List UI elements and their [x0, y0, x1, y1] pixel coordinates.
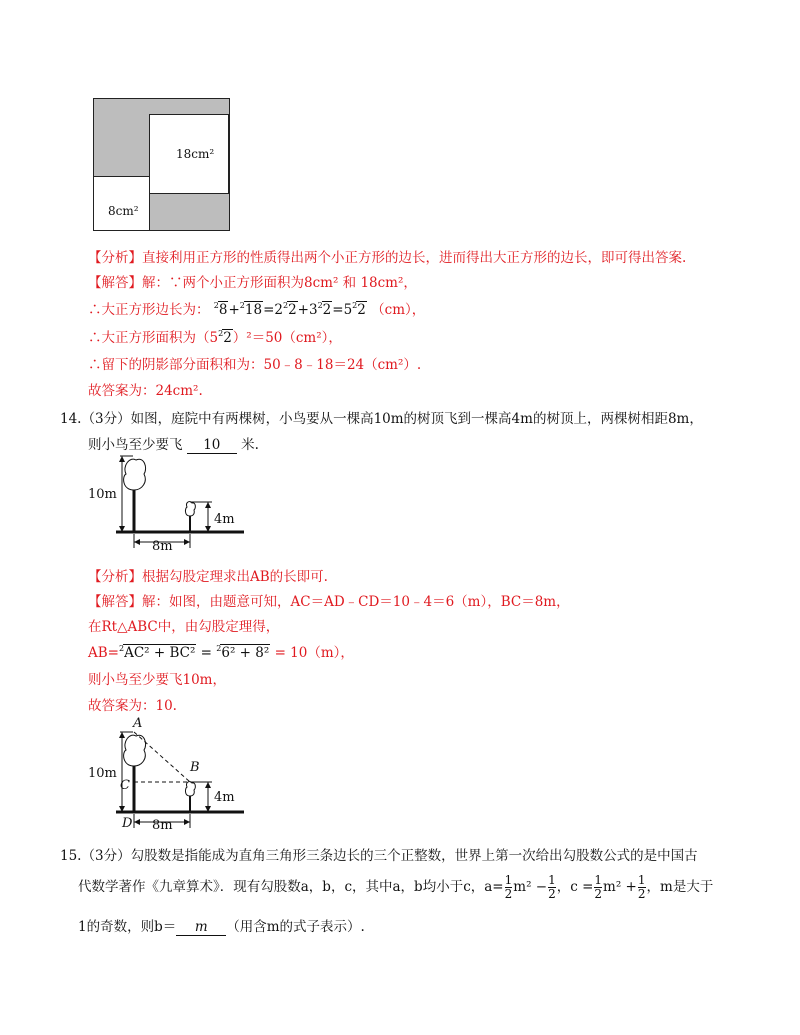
q14-fig2-label-tall: 10m: [88, 766, 117, 781]
small-square-label: 8cm²: [108, 204, 139, 218]
point-label-a: A: [133, 716, 143, 731]
q14-answer-blank: 10: [187, 437, 237, 454]
point-label-c: C: [120, 778, 130, 793]
point-label-d: D: [122, 816, 133, 831]
q15-stem-line3: 1的奇数，则b＝ m （用含m的式子表示）.: [78, 919, 365, 935]
fraction-half: $\frac{1}{2}$: [504, 873, 513, 901]
fraction-half: $\frac{1}{2}$: [637, 873, 646, 901]
q14-answer-line4: 则小鸟至少要飞10m，: [88, 672, 226, 688]
q13-answer-line4: ∴留下的阴影部分面积和为：50﹣8﹣18＝24（cm²）.: [88, 357, 422, 373]
q14-stem-line1: 14.（3分）如图，庭院中有两棵树，小鸟要从一棵高10m的树顶飞到一棵高4m的树顶上，两棵树相距8m，: [60, 411, 703, 427]
q14-answer-line2: 在Rt△ABC中，由勾股定理得，: [88, 619, 280, 635]
q13-answer-line2: ∴大正方形边长为： $^28+^218=2^22+3^22=5^22$ （cm），: [88, 301, 426, 318]
q14-answer-line1: 【解答】解：如图，由题意可知，AC＝AD﹣CD＝10﹣4＝6（m），BC＝8m，: [88, 594, 570, 610]
q14-fig-label-tall: 10m: [88, 487, 117, 502]
q15-stem-line2: 代数学著作《九章算术》．现有勾股数a，b，c，其中a，b均小于c，a= $\frac{1}{2}$ m² − $\frac{1}{2}$ ，c = $\frac{1}{2}$ m² + $\frac{1}{2}$ ，m是大于: [78, 873, 714, 901]
point-label-b: B: [190, 760, 200, 775]
q14-stem-line2: 则小鸟至少要飞 10 米.: [88, 437, 259, 453]
q14-answer-line5: 故答案为：10.: [88, 698, 177, 714]
q15-answer-blank: m: [176, 919, 226, 936]
q13-analysis: 【分析】直接利用正方形的性质得出两个小正方形的边长，进而得出大正方形的边长，即可得出答案.: [88, 250, 687, 266]
q14-answer-line3: AB=$^2$AC² + BC² = $^2$6² + 8² = 10（m），: [88, 644, 354, 661]
fraction-half: $\frac{1}{2}$: [548, 873, 556, 901]
q14-fig-label-distance: 8m: [152, 539, 173, 554]
q13-answer-line3: ∴大正方形面积为$(5^22)^2=50(cm^2)$，: [88, 329, 342, 346]
fraction-half: $\frac{1}{2}$: [594, 873, 603, 901]
q14-fig2-label-distance: 8m: [152, 818, 173, 833]
q14-fig-label-short: 4m: [214, 512, 235, 527]
q14-fig2-label-short: 4m: [214, 790, 235, 805]
squares-figure: [93, 98, 230, 231]
q14-analysis: 【分析】根据勾股定理求出AB的长即可.: [88, 569, 328, 585]
radical-expression: $^28+^218=2^22+3^22=5^22$: [213, 301, 366, 318]
q13-answer-line5: 故答案为：24cm².: [88, 383, 203, 399]
q15-stem-line1: 15.（3分）勾股数是指能成为直角三角形三条边长的三个正整数，世界上第一次给出勾股数公式的是中国古: [60, 848, 698, 864]
q13-answer-line1: 【解答】解：∵两个小正方形面积为8cm² 和 18cm²，: [88, 275, 417, 291]
large-square-label: 18cm²: [176, 147, 215, 161]
